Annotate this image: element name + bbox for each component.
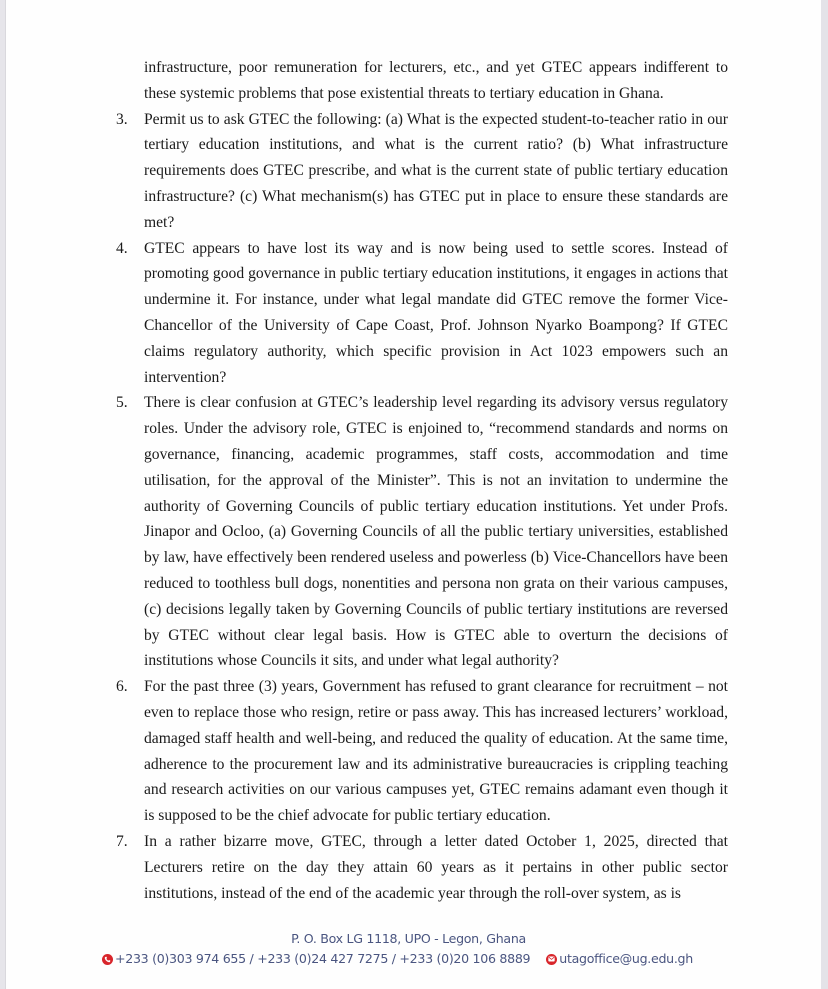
list-item	[116, 674, 728, 829]
list-item	[116, 829, 728, 906]
list-item	[116, 236, 728, 391]
list-item	[116, 107, 728, 236]
list-item-number: 3.	[116, 110, 128, 128]
list-item-number: 5.	[116, 394, 128, 412]
phone-numbers: +233 (0)303 974 655 / +233 (0)24 427 7275 / +233 (0)20 106 8889	[115, 951, 531, 966]
list-item-text: Permit us to ask GTEC the following: (a) What is the expected student-to-teacher ratio in our tertiary education institutions, and what is the current ratio? (b) What infrastructure requirements does GTEC prescribe, and what is the current state of public tertiary education infrastructure? (c) What mechanism(s) has GTEC put in place to ensure these standards are met?	[144, 110, 728, 231]
list-item	[116, 390, 728, 674]
paragraph-continuation: infrastructure, poor remuneration for lecturers, etc., and yet GTEC appears indifferent to these systemic problems that pose existential threats to tertiary education in Ghana.	[144, 59, 728, 102]
letterhead-footer	[6, 930, 821, 966]
email-address[interactable]: utagoffice@ug.edu.gh	[559, 951, 693, 966]
list-item-text: In a rather bizarre move, GTEC, through a letter dated October 1, 2025, directed that Lecturers retire on the day they attain 60 years as it pertains in other public sector institutions, instead of the end of the academic year through the roll-over system, as is	[144, 832, 728, 902]
list-item-number: 4.	[116, 239, 128, 257]
list-item-text: For the past three (3) years, Government has refused to grant clearance for recruitment – not even to replace those who resign, retire or pass away. This has increased lecturers’ workload, damaged staff health and well-being, and reduced the quality of education. At the same time, adherence to the procurement law and its administrative bureaucracies is crippling teaching and research activities on our various campuses yet, GTEC remains adamant even though it is supposed to be the chief advocate for public tertiary education.	[144, 678, 728, 825]
contact-line	[102, 950, 693, 968]
document-body	[6, 55, 821, 906]
document-page	[5, 0, 822, 989]
phone-icon	[102, 954, 113, 965]
postal-address: P. O. Box LG 1118, UPO - Legon, Ghana	[291, 931, 526, 946]
page-edge	[821, 0, 828, 989]
list-item-number: 7.	[116, 832, 128, 850]
email-contact	[546, 950, 693, 968]
list-item-text: GTEC appears to have lost its way and is now being used to settle scores. Instead of promoting good governance in public tertiary education institutions, it engages in actions that undermine it. For instance, under what legal mandate did GTEC remove the former Vice-Chancellor of the University of Cape Coast, Prof. Johnson Nyarko Boampong? If GTEC claims regulatory authority, which specific provision in Act 1023 empowers such an intervention?	[144, 239, 728, 386]
list-item-number: 6.	[116, 678, 128, 696]
list-item-text: There is clear confusion at GTEC’s leadership level regarding its advisory versus regulatory roles. Under the advisory role, GTEC is enjoined to, “recommend standards and norms on governance, financing, academic programmes, staff costs, accommodation and time utilisation, for the approval of the Minister”. This is not an invitation to undermine the authority of Governing Councils of public tertiary education institutions. Yet under Profs. Jinapor and Ocloo, (a) Governing Councils of all the public tertiary universities, established by law, have effectively been rendered useless and powerless (b) Vice-Chancellors have been reduced to toothless bull dogs, nonentities and persona non grata on their various campuses, (c) decisions legally taken by Governing Councils of public tertiary institutions are reversed by GTEC without clear legal basis. How is GTEC able to overturn the decisions of institutions whose Councils it sits, and under what legal authority?	[144, 394, 728, 670]
email-icon	[546, 954, 557, 965]
numbered-list	[6, 107, 821, 907]
